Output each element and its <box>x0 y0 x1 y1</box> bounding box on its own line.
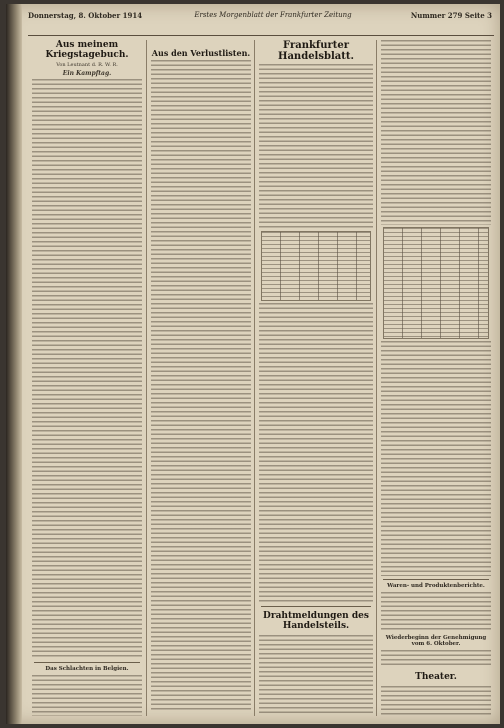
trade-paper-body <box>259 64 373 229</box>
header-date: Donnerstag, 8. Oktober 1914 <box>28 11 143 20</box>
divider <box>383 579 489 580</box>
goods-reports-body <box>381 592 491 632</box>
trade-paper-body-2 <box>259 303 373 603</box>
war-diary-body <box>32 79 142 659</box>
belgium-section-body <box>32 675 142 716</box>
column-market-reports <box>376 40 495 716</box>
column-trade-paper <box>254 40 377 716</box>
casualty-lists-title: Aus den Verlustlisten. <box>151 48 251 58</box>
trade-table <box>261 231 371 301</box>
column-war-diary <box>28 40 146 716</box>
trade-paper-title: Frankfurter Handelsblatt. <box>278 40 354 62</box>
telegrams-title: Drahtmeldungen des Handelsteils. <box>263 611 369 631</box>
header-publication: Erstes Morgenblatt der Frankfurter Zeitung <box>194 11 352 19</box>
war-diary-title: Aus meinem Kriegstagebuch. <box>45 40 129 60</box>
war-diary-author: Von Leutnant d. R. W. R. <box>56 62 118 68</box>
theater-body <box>381 686 491 716</box>
belgium-section-title: Das Schlachten in Belgien. <box>45 666 129 672</box>
goods-reports-title: Waren- und Produktenberichte. <box>387 583 485 589</box>
header-page-number: Nummer 279 Seite 3 <box>410 11 492 20</box>
column-casualty-lists <box>146 40 255 716</box>
resumption-body <box>381 650 491 668</box>
market-table <box>383 227 489 339</box>
resumption-title: Wiederbeginn der Genehmigung vom 6. Oktober. <box>385 635 487 647</box>
divider <box>34 662 140 663</box>
newspaper-page <box>6 4 500 724</box>
war-diary-subtitle: Ein Kampftag. <box>62 70 112 77</box>
page-fold-shadow <box>6 4 22 724</box>
theater-title: Theater. <box>415 672 457 682</box>
telegrams-body <box>259 635 373 715</box>
market-reports-body-2 <box>381 341 491 576</box>
market-reports-body <box>381 40 491 225</box>
divider <box>261 606 371 607</box>
casualty-lists-body <box>151 60 251 710</box>
page-header <box>28 7 494 36</box>
